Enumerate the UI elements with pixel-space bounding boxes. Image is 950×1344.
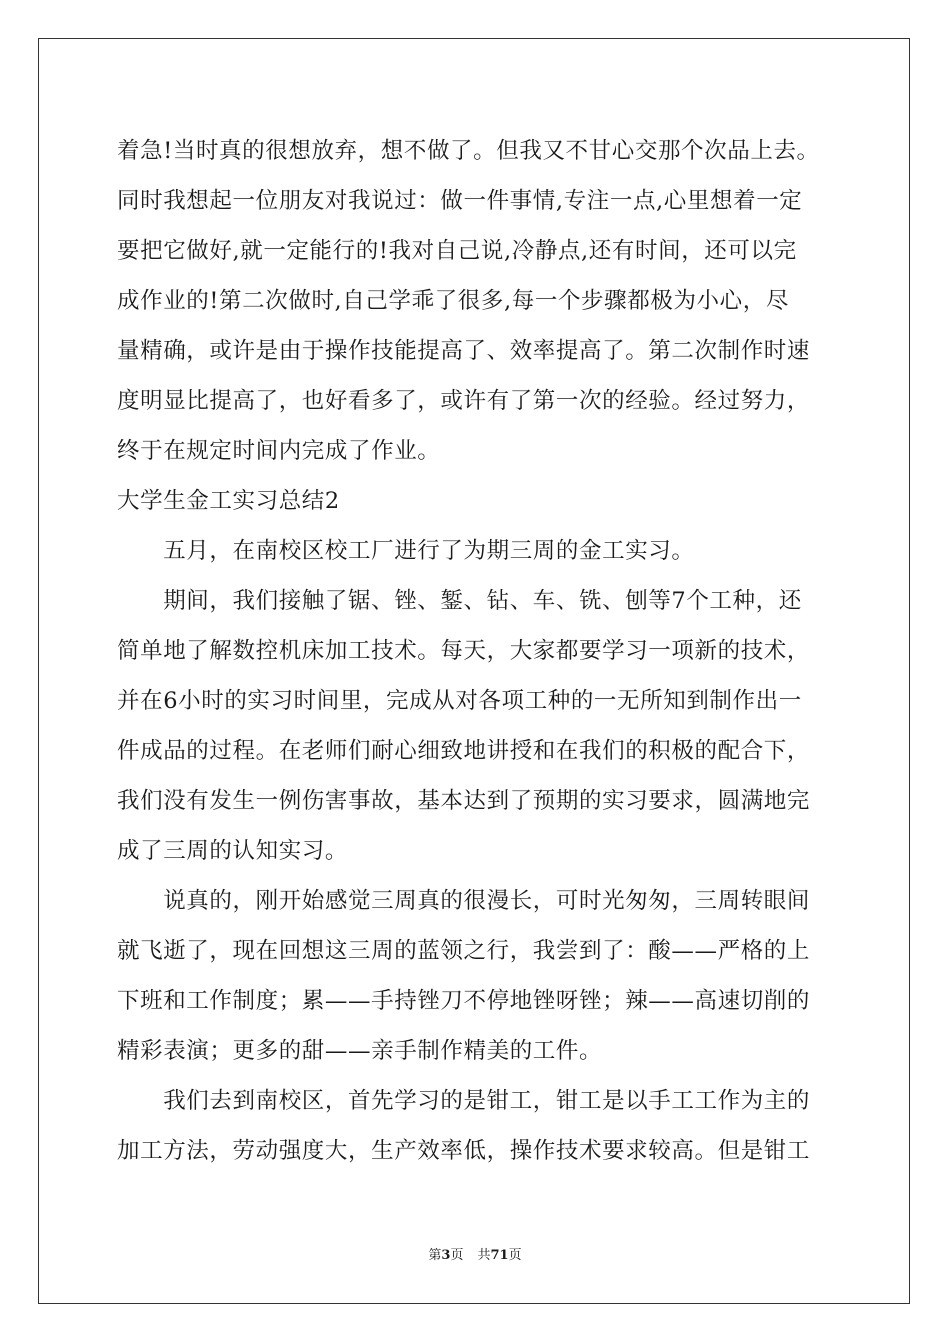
text-line: 简单地了解数控机床加工技术。每天，大家都要学习一项新的技术， (117, 638, 811, 664)
text-line: 同时我想起一位朋友对我说过：做一件事情,专注一点,心里想着一定 (117, 188, 803, 214)
total-suffix: 页 (508, 1248, 522, 1263)
page-suffix: 页 (450, 1248, 464, 1263)
text-line: 我们没有发生一例伤害事故，基本达到了预期的实习要求，圆满地完 (117, 788, 811, 814)
total-prefix: 共 (477, 1248, 491, 1263)
text-line: 终于在规定时间内完成了作业。 (117, 438, 441, 464)
page-number: 3 (441, 1248, 451, 1263)
text-line: 量精确，或许是由于操作技能提高了、效率提高了。第二次制作时速 (117, 338, 811, 364)
page-footer (0, 1247, 950, 1265)
text-line: 期间，我们接触了锯、锉、錾、钻、车、铣、刨等7个工种，还 (117, 588, 802, 614)
text-line: 就飞逝了，现在回想这三周的蓝领之行，我尝到了：酸——严格的上 (117, 938, 811, 964)
text-line: 成了三周的认知实习。 (117, 838, 349, 864)
text-line: 度明显比提高了，也好看多了，或许有了第一次的经验。经过努力， (117, 388, 811, 414)
text-line: 加工方法，劳动强度大，生产效率低，操作技术要求较高。但是钳工 (117, 1138, 811, 1164)
text-line: 我们去到南校区，首先学习的是钳工，钳工是以手工工作为主的 (117, 1088, 811, 1114)
text-line: 件成品的过程。在老师们耐心细致地讲授和在我们的积极的配合下， (117, 738, 811, 764)
text-line: 并在6小时的实习时间里，完成从对各项工种的一无所知到制作出一 (117, 688, 802, 714)
section-heading: 大学生金工实习总结2 (117, 488, 340, 514)
text-line: 下班和工作制度；累——手持锉刀不停地锉呀锉；辣——高速切削的 (117, 988, 811, 1014)
text-line: 着急!当时真的很想放弃，想不做了。但我又不甘心交那个次品上去。 (117, 138, 820, 164)
text-line: 成作业的!第二次做时,自己学乖了很多,每一个步骤都极为小心，尽 (117, 288, 789, 314)
page-prefix: 第 (428, 1248, 442, 1263)
text-line: 五月，在南校区校工厂进行了为期三周的金工实习。 (117, 538, 695, 564)
text-line: 精彩表演；更多的甜——亲手制作精美的工件。 (117, 1038, 603, 1064)
text-line: 说真的，刚开始感觉三周真的很漫长，可时光匆匆，三周转眼间 (117, 888, 811, 914)
text-line: 要把它做好,就一定能行的!我对自己说,冷静点,还有时间，还可以完 (117, 238, 797, 264)
total-pages: 71 (490, 1248, 509, 1263)
